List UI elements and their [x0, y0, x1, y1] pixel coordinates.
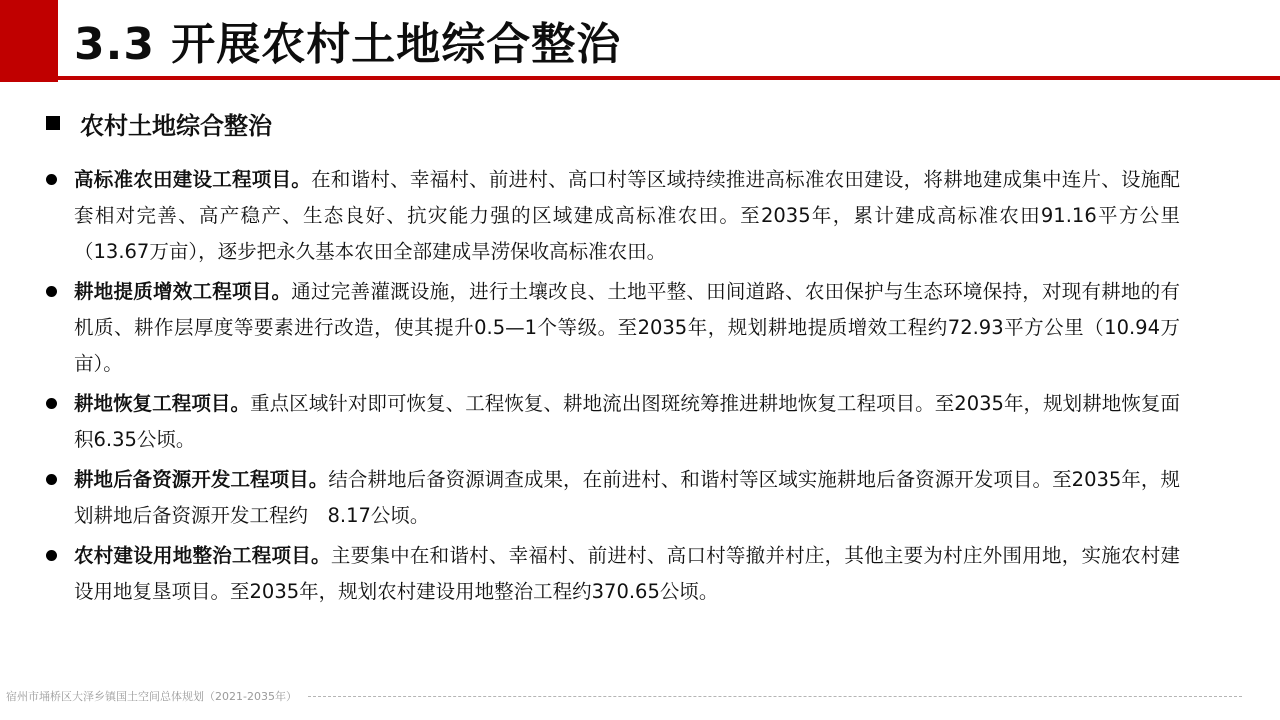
title-underline	[58, 76, 1280, 80]
item-text	[74, 462, 1180, 534]
item-head: 耕地后备资源开发工程项目。	[74, 468, 329, 491]
bullet-dot-icon	[46, 462, 74, 498]
section-heading	[46, 106, 272, 140]
bullet-dot-icon	[46, 274, 74, 310]
item-text	[74, 162, 1180, 270]
project-list	[46, 162, 1236, 614]
list-item	[46, 274, 1236, 382]
item-text	[74, 274, 1180, 382]
item-body: 重点区域针对即可恢复、工程恢复、耕地流出图斑统筹推进耕地恢复工程项目。至2035年，规划耕地恢复面积6.35公顷。	[74, 392, 1180, 451]
item-text	[74, 538, 1180, 610]
list-item	[46, 462, 1236, 534]
item-body: 通过完善灌溉设施，进行土壤改良、土地平整、田间道路、农田保护与生态环境保持，对现有耕地的有机质、耕作层厚度等要素进行改造，使其提升0.5—1个等级。至2035年，规划耕地提质增效工程约72.93平方公里（10.94万亩）。	[74, 280, 1180, 375]
item-body: 结合耕地后备资源调查成果，在前进村、和谐村等区域实施耕地后备资源开发项目。至2035年，规划耕地后备资源开发工程约 8.17公顷。	[74, 468, 1180, 527]
bullet-dot-icon	[46, 162, 74, 198]
item-text	[74, 386, 1180, 458]
title-accent-block	[0, 0, 58, 82]
item-head: 农村建设用地整治工程项目。	[74, 544, 331, 567]
item-body: 主要集中在和谐村、幸福村、前进村、高口村等撤并村庄，其他主要为村庄外围用地，实施农村建设用地复垦项目。至2035年，规划农村建设用地整治工程约370.65公顷。	[74, 544, 1180, 603]
list-item	[46, 386, 1236, 458]
bullet-dot-icon	[46, 538, 74, 574]
section-title: 农村土地综合整治	[80, 111, 272, 140]
bullet-dot-icon	[46, 386, 74, 422]
list-item	[46, 162, 1236, 270]
page-title: 3.3 开展农村土地综合整治	[74, 19, 622, 70]
item-head: 高标准农田建设工程项目。	[74, 168, 312, 191]
item-body: 在和谐村、幸福村、前进村、高口村等区域持续推进高标准农田建设，将耕地建成集中连片、设施配套相对完善、高产稳产、生态良好、抗灾能力强的区域建成高标准农田。至2035年，累计建成高标准农田91.16平方公里（13.67万亩），逐步把永久基本农田全部建成旱涝保收高标准农田。	[74, 168, 1180, 263]
square-bullet-icon	[46, 116, 60, 130]
footer-text: 宿州市埇桥区大泽乡镇国土空间总体规划（2021-2035年）	[6, 690, 297, 703]
footer-dashed-rule	[308, 696, 1242, 697]
item-head: 耕地恢复工程项目。	[74, 392, 251, 415]
item-head: 耕地提质增效工程项目。	[74, 280, 292, 303]
list-item	[46, 538, 1236, 610]
